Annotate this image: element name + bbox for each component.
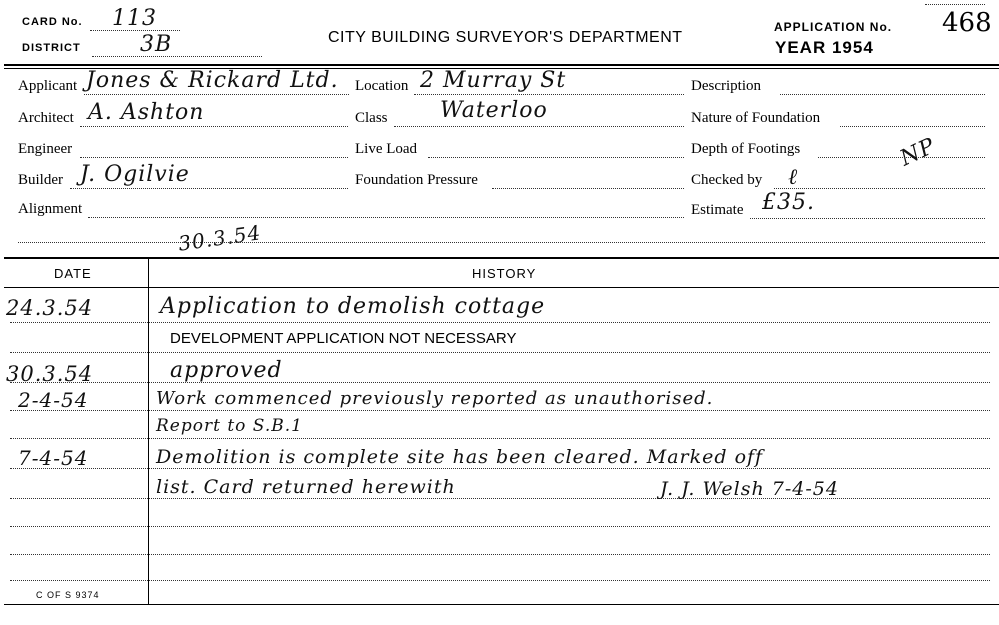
application-no-value: 468 bbox=[942, 8, 992, 38]
history-line bbox=[10, 382, 990, 383]
builder-value: J. Ogilvie bbox=[80, 162, 190, 187]
history-line bbox=[10, 554, 990, 555]
engineer-label: Engineer bbox=[18, 141, 73, 157]
applicant-line bbox=[84, 94, 349, 95]
engineer-line bbox=[80, 157, 348, 158]
history-line bbox=[10, 526, 990, 527]
history-line bbox=[10, 580, 990, 581]
history-line bbox=[10, 352, 990, 353]
district-line bbox=[92, 56, 262, 57]
application-no-line bbox=[925, 4, 985, 5]
history-entry-text: Demolition is complete site has been cleared. Marked off bbox=[156, 446, 764, 468]
history-entry-date: 2-4-54 bbox=[18, 388, 89, 412]
builder-label: Builder bbox=[18, 172, 63, 188]
footer-rule bbox=[4, 604, 999, 605]
foundation-pressure-label: Foundation Pressure bbox=[355, 172, 478, 188]
estimate-value: £35. bbox=[762, 190, 815, 215]
checked-by-label: Checked by bbox=[691, 172, 763, 188]
history-entry-date: 24.3.54 bbox=[6, 296, 94, 320]
history-entry-text: Work commenced previously reported as unauthorised. bbox=[156, 388, 714, 409]
checked-by-line bbox=[774, 188, 985, 189]
foundation-pressure-line bbox=[492, 188, 684, 189]
history-entry-text: list. Card returned herewith bbox=[156, 476, 456, 498]
history-line bbox=[10, 322, 990, 323]
description-line bbox=[780, 94, 985, 95]
nature-of-foundation-label: Nature of Foundation bbox=[691, 110, 821, 126]
depth-of-footings-label: Depth of Footings bbox=[691, 141, 801, 157]
history-entry-stamp: DEVELOPMENT APPLICATION NOT NECESSARY bbox=[170, 330, 517, 347]
class-line bbox=[394, 126, 684, 127]
form-code: C OF S 9374 bbox=[36, 590, 100, 600]
architect-value: A. Ashton bbox=[88, 100, 205, 125]
class-label: Class bbox=[355, 110, 388, 126]
history-entry-date: 7-4-54 bbox=[18, 446, 89, 470]
history-top-rule bbox=[4, 257, 999, 259]
district-label: DISTRICT bbox=[22, 42, 81, 54]
department-title: CITY BUILDING SURVEYOR'S DEPARTMENT bbox=[328, 29, 683, 46]
year-label: YEAR 1954 bbox=[775, 38, 874, 57]
date-note: 30.3.54 bbox=[176, 220, 263, 256]
history-entry-text: Application to demolish cottage bbox=[160, 294, 546, 319]
blank-field-line bbox=[18, 242, 985, 243]
applicant-value: Jones & Rickard Ltd. bbox=[86, 68, 339, 93]
history-entry-signature: J. J. Welsh 7-4-54 bbox=[660, 478, 839, 500]
live-load-label: Live Load bbox=[355, 141, 418, 157]
history-column-header: HISTORY bbox=[472, 266, 537, 281]
location-value: 2 Murray St bbox=[420, 68, 567, 93]
class-value: Waterloo bbox=[440, 98, 548, 123]
estimate-label: Estimate bbox=[691, 202, 744, 218]
header-rule-1 bbox=[4, 64, 999, 66]
applicant-label: Applicant bbox=[18, 78, 78, 94]
history-entry-date: 30.3.54 bbox=[6, 362, 94, 386]
date-column-header: DATE bbox=[54, 266, 92, 281]
card-no-label: CARD No. bbox=[22, 16, 83, 28]
architect-line bbox=[80, 126, 348, 127]
estimate-line bbox=[750, 218, 985, 219]
history-entry-text: Report to S.B.1 bbox=[156, 416, 303, 436]
history-header-rule bbox=[4, 287, 999, 288]
history-line bbox=[10, 438, 990, 439]
card-no-value: 113 bbox=[112, 6, 157, 31]
history-line bbox=[10, 468, 990, 469]
history-line bbox=[10, 498, 990, 499]
alignment-label: Alignment bbox=[18, 201, 83, 217]
location-label: Location bbox=[355, 78, 409, 94]
district-value: 3B bbox=[140, 32, 173, 57]
live-load-line bbox=[428, 157, 684, 158]
history-line bbox=[10, 410, 990, 411]
history-entry-text: approved bbox=[170, 358, 283, 383]
depth-value: NP bbox=[896, 133, 940, 172]
application-no-label: APPLICATION No. bbox=[774, 20, 893, 34]
nature-line bbox=[840, 126, 985, 127]
alignment-line bbox=[88, 217, 684, 218]
architect-label: Architect bbox=[18, 110, 74, 126]
location-line bbox=[414, 94, 684, 95]
builder-line bbox=[70, 188, 348, 189]
description-label: Description bbox=[691, 78, 761, 94]
checked-by-mark: ℓ bbox=[788, 165, 799, 190]
date-column-divider bbox=[148, 259, 149, 604]
